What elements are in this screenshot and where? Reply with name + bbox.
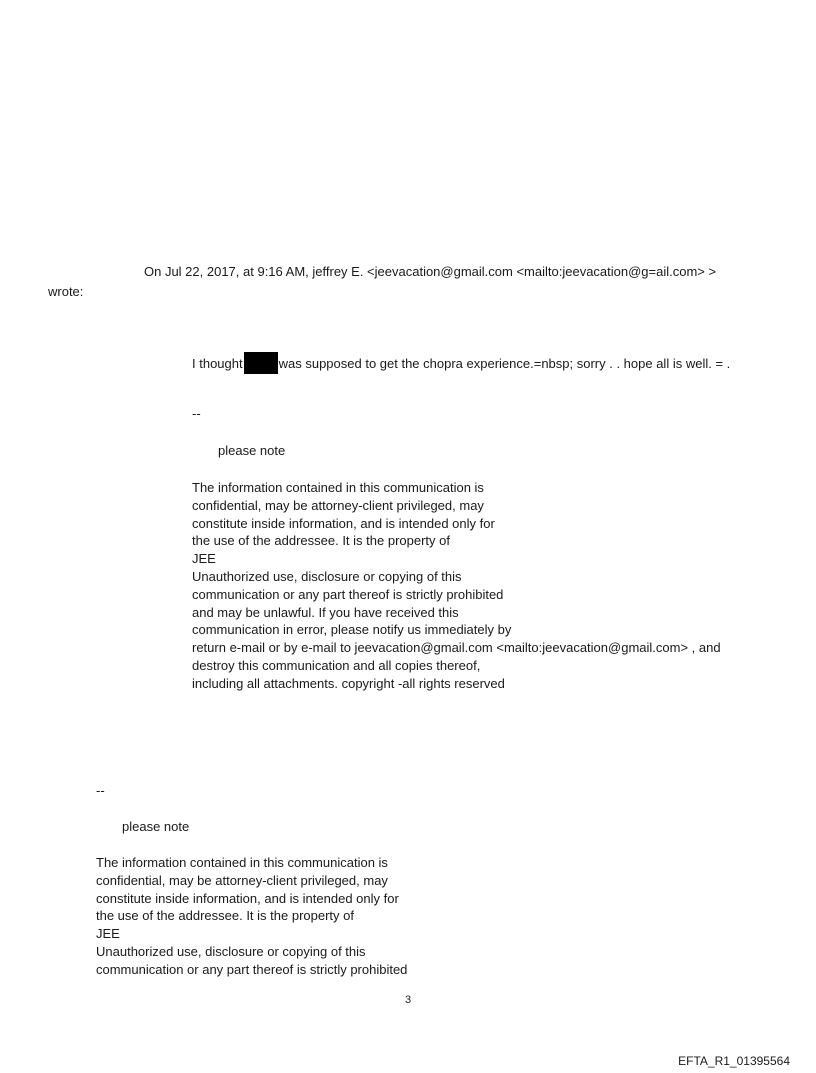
outer-please-note: please note bbox=[122, 819, 190, 834]
disclaimer-line: and may be unlawful. If you have received this bbox=[192, 604, 459, 620]
reply-header-line: On Jul 22, 2017, at 9:16 AM, jeffrey E. <jeevacation@gmail.com <mailto:jeevacation@g=ail.com> > bbox=[144, 264, 717, 279]
message-text-after: was supposed to get the chopra experience.=nbsp; sorry . . hope all is well. = . bbox=[278, 356, 731, 371]
quoted-message bbox=[192, 352, 730, 374]
quoted-disclaimer bbox=[192, 479, 721, 693]
disclaimer-line: communication or any part thereof is strictly prohibited bbox=[96, 961, 408, 977]
document-id: EFTA_R1_01395564 bbox=[678, 1054, 790, 1068]
redaction-box bbox=[244, 352, 278, 374]
page-number: 3 bbox=[404, 994, 412, 1006]
disclaimer-line: constitute inside information, and is intended only for bbox=[192, 515, 495, 531]
quoted-signature-dashes: -- bbox=[192, 406, 201, 421]
message-text-before: I thought bbox=[192, 356, 243, 371]
reply-header-wrote: wrote: bbox=[48, 284, 84, 299]
disclaimer-line: the use of the addressee. It is the property of bbox=[96, 908, 354, 924]
disclaimer-line: JEE bbox=[96, 926, 120, 942]
disclaimer-line: The information contained in this communication is bbox=[96, 855, 388, 870]
disclaimer-line: the use of the addressee. It is the property of bbox=[192, 533, 450, 549]
disclaimer-line: communication in error, please notify us immediately by bbox=[192, 622, 512, 638]
disclaimer-line: The information contained in this communication is bbox=[192, 480, 484, 495]
disclaimer-line: return e-mail or by e-mail to jeevacation@gmail.com <mailto:jeevacation@gmail.com> , and bbox=[192, 640, 721, 656]
disclaimer-line: Unauthorized use, disclosure or copying of this bbox=[192, 568, 462, 584]
disclaimer-line: Unauthorized use, disclosure or copying of this bbox=[96, 943, 366, 959]
disclaimer-line: including all attachments. copyright -all rights reserved bbox=[192, 675, 505, 691]
disclaimer-line: confidential, may be attorney-client privileged, may bbox=[96, 872, 388, 888]
disclaimer-line: constitute inside information, and is intended only for bbox=[96, 890, 399, 906]
outer-signature-dashes: -- bbox=[96, 783, 105, 798]
disclaimer-line: communication or any part thereof is strictly prohibited bbox=[192, 586, 504, 602]
quoted-please-note: please note bbox=[218, 443, 286, 458]
outer-disclaimer bbox=[96, 854, 407, 979]
disclaimer-line: destroy this communication and all copies thereof, bbox=[192, 657, 481, 673]
disclaimer-line: confidential, may be attorney-client privileged, may bbox=[192, 497, 484, 513]
disclaimer-line: JEE bbox=[192, 551, 216, 567]
